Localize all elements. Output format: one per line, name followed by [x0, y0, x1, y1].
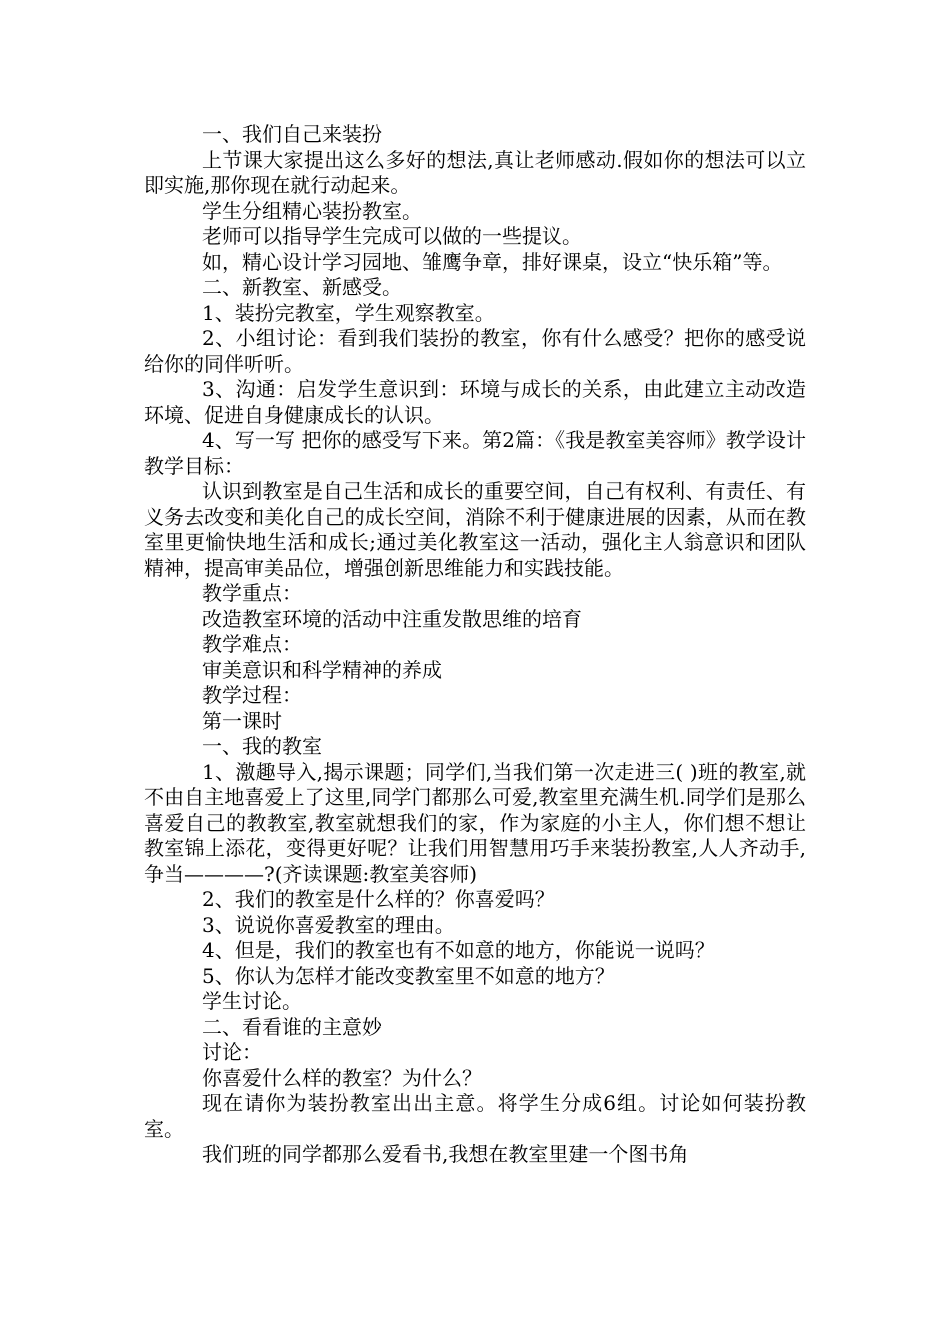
paragraph: 学生分组精心装扮教室。 — [202, 198, 422, 223]
paragraph: 你喜爱什么样的教室？为什么？ — [202, 1065, 482, 1090]
paragraph: 改造教室环境的活动中注重发散思维的培育 — [202, 606, 582, 631]
paragraph: 3、说说你喜爱教室的理由。 — [202, 912, 455, 937]
paragraph: 老师可以指导学生完成可以做的一些提议。 — [202, 224, 582, 248]
paragraph: 认识到教室是自己生活和成长的重要空间，自己有权利、有责任、有义务去改变和美化自己的成长空间，消除不利于健康进展的因素，从而在教室里更愉快地生活和成长;通过美化教室这一活动，强化主人翁意识和团队精神，提高审美品位，增强创新思维能力和实践技能。 — [144, 479, 806, 580]
paragraph: 1、装扮完教室，学生观察教室。 — [202, 300, 495, 325]
section-heading: 二、新教室、新感受。 — [202, 275, 402, 299]
section-heading: 一、我的教室 — [202, 734, 322, 758]
paragraph: 如，精心设计学习园地、雏鹰争章，排好课桌，设立“快乐箱”等。 — [202, 249, 783, 274]
section-heading: 二、看看谁的主意妙 — [202, 1014, 382, 1039]
paragraph: 上节课大家提出这么多好的想法,真让老师感动.假如你的想法可以立即实施,那你现在就行动起来。 — [144, 147, 806, 197]
section-heading: 一、我们自己来装扮 — [202, 122, 382, 146]
paragraph: 4、写一写 把你的感受写下来。第2篇：《我是教室美容师》教学设计教学目标： — [144, 428, 806, 478]
paragraph: 现在请你为装扮教室出出主意。将学生分成6组。讨论如何装扮教室。 — [144, 1091, 806, 1141]
paragraph: 审美意识和科学精神的养成 — [202, 657, 442, 682]
paragraph: 学生讨论。 — [202, 989, 302, 1013]
paragraph: 1、激趣导入,揭示课题；同学们,当我们第一次走进三( )班的教室,就不由自主地喜爱上了这里,同学门都那么可爱,教室里充满生机.同学们是那么喜爱自己的教教室,教室就想我们的家，作为家庭的小主人，你们想不想让教室锦上添花，变得更好呢？让我们用智慧用巧手来装扮教室,人人齐动手,争当————?(齐读课题:教室美容师) — [144, 759, 806, 886]
paragraph: 讨论： — [202, 1040, 262, 1064]
paragraph: 我们班的同学都那么爱看书,我想在教室里建一个图书角 — [202, 1142, 689, 1166]
paragraph: 3、沟通：启发学生意识到：环境与成长的关系，由此建立主动改造环境、促进自身健康成长的认识。 — [144, 377, 806, 427]
section-heading: 教学难点： — [202, 632, 302, 656]
section-heading: 教学重点： — [202, 581, 302, 605]
paragraph: 4、但是，我们的教室也有不如意的地方，你能说一说吗？ — [202, 938, 715, 962]
paragraph: 2、我们的教室是什么样的？你喜爱吗？ — [202, 887, 555, 911]
section-heading: 第一课时 — [202, 708, 282, 733]
section-heading: 教学过程： — [202, 683, 302, 707]
paragraph: 2、小组讨论：看到我们装扮的教室，你有什么感受？把你的感受说给你的同伴听听。 — [144, 326, 806, 376]
paragraph: 5、你认为怎样才能改变教室里不如意的地方？ — [202, 963, 615, 988]
document-body — [144, 122, 806, 1168]
